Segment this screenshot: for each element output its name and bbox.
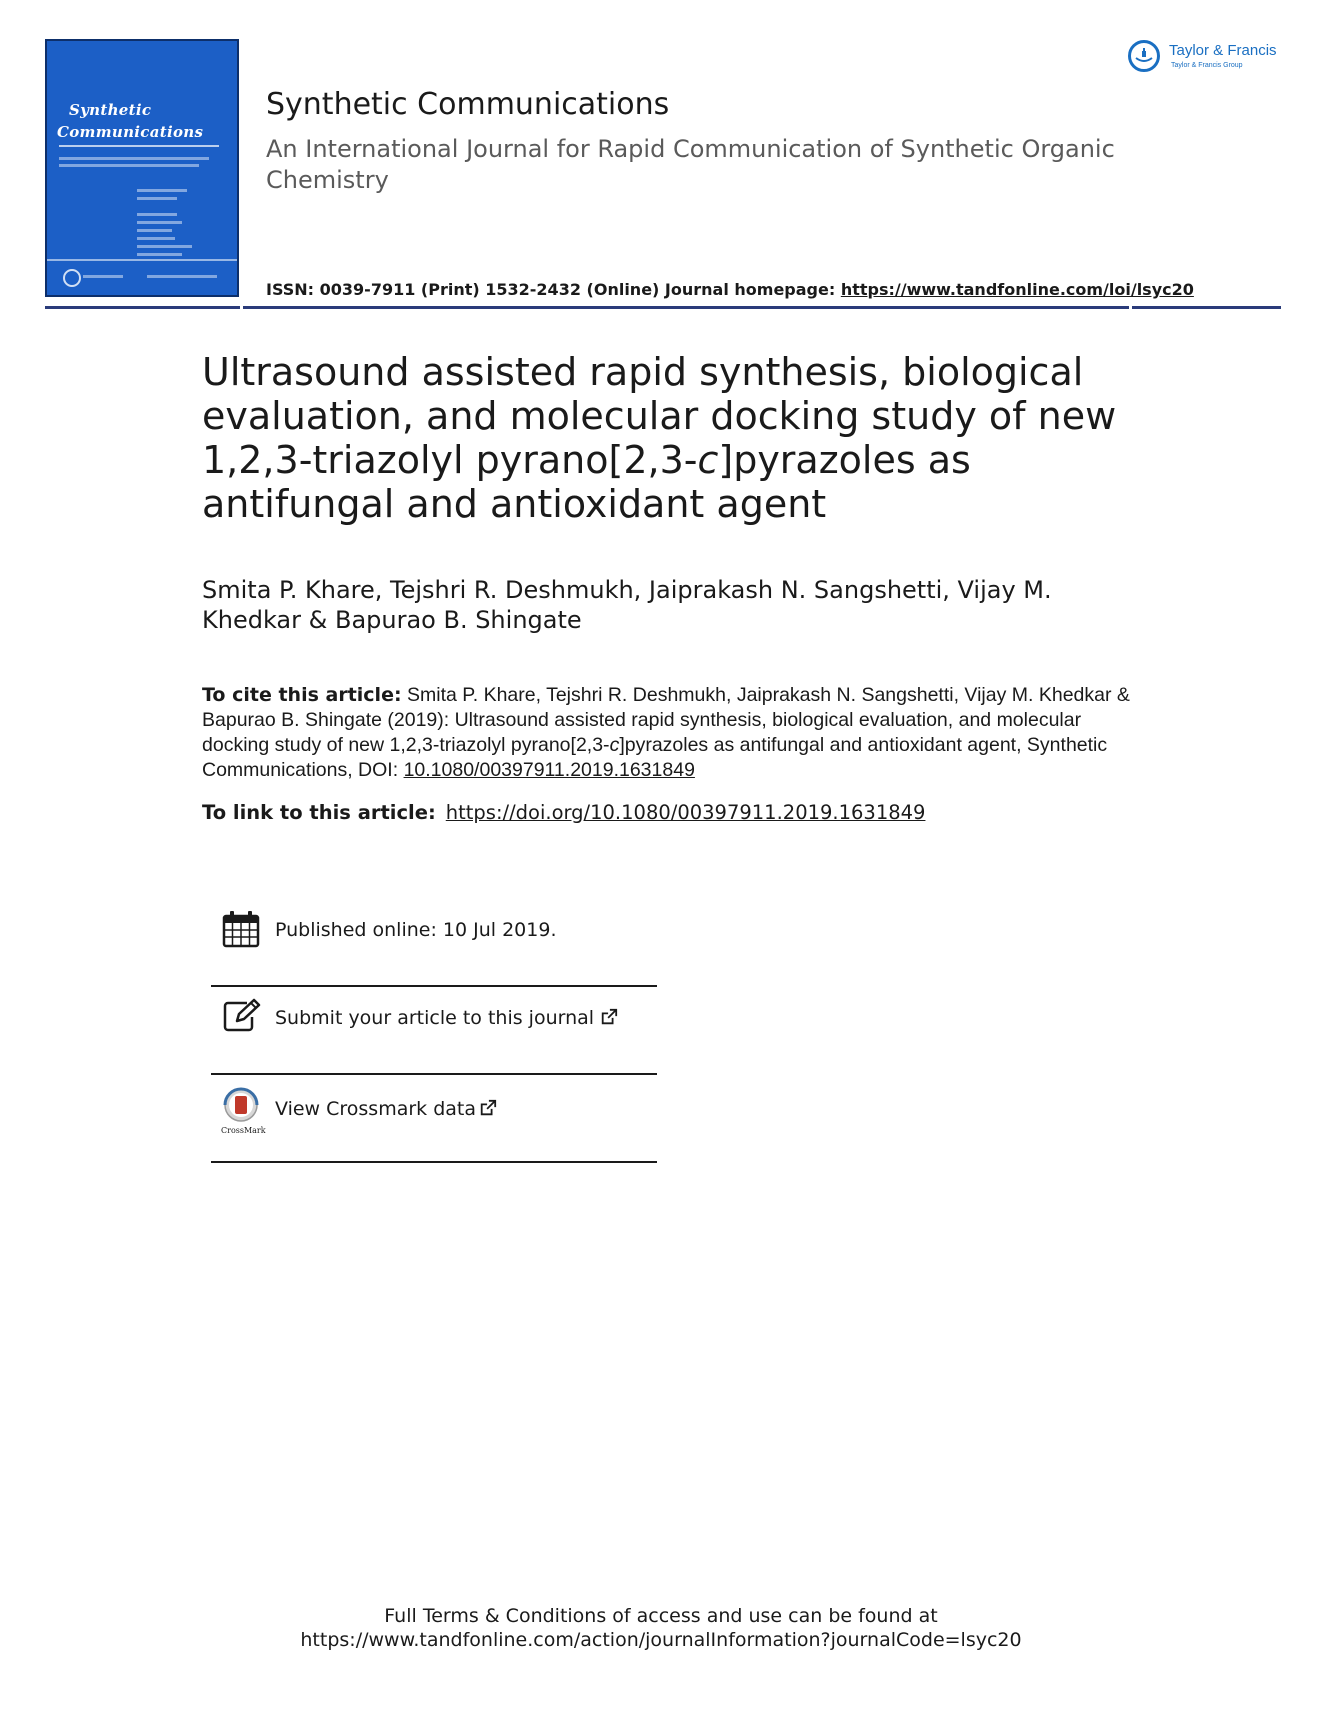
published-online-item [211,899,657,987]
cover-text-line [137,189,187,192]
header-rule-gap [240,306,243,309]
calendar-icon [221,909,261,949]
header-rule-gap [1129,306,1132,309]
publisher-group: Taylor & Francis Group [1171,62,1243,69]
crossmark-text: View Crossmark data [275,1098,477,1120]
edit-icon [221,997,261,1037]
issn-text: ISSN: 0039-7911 (Print) 1532-2432 (Online) Journal homepage: [266,280,841,299]
citation-block [202,683,1132,783]
crossmark-item[interactable] [211,1075,657,1163]
citation-text: Smita P. Khare, Tejshri R. Deshmukh, Jaiprakash N. Sangshetti, Vijay M. Khedkar & Bapurao B. Shingate (2019): Ultrasound assisted rapid synthesis, biological evaluation, and molecular docking study of new 1,2,3-triazolyl pyrano[2,3- [202,684,1130,756]
cover-text-line [137,253,182,256]
citation-text: ]pyrazoles as antifungal and antioxidant agent, Synthetic Communications, DOI: [202,734,1108,781]
citation-label: To cite this article: [202,684,402,706]
cover-text-line [147,275,217,278]
publisher-name: Taylor & Francis [1169,42,1277,59]
article-authors: Smita P. Khare, Tejshri R. Deshmukh, Jaiprakash N. Sangshetti, Vijay M. Khedkar & Bapurao B. Shingate [202,576,1052,634]
article-title-italic: c [697,438,719,482]
article-title-part: ]pyrazoles as antifungal and antioxidant agent [202,438,971,526]
info-divider [211,1161,657,1163]
journal-cover-image [45,39,239,297]
journal-subtitle: An International Journal for Rapid Communication of Synthetic Organic Chemistry [266,135,1115,194]
cover-text-line [137,197,177,200]
cover-title-line2: Communications [57,123,204,141]
crossmark-link[interactable] [275,1098,497,1120]
published-online-text: Published online: 10 Jul 2019. [275,919,557,941]
article-link-line [202,801,925,824]
cover-title-line1: Synthetic [69,101,152,119]
cover-text-line [137,221,182,224]
article-title [202,350,1162,526]
cover-divider [59,145,219,147]
journal-title: Synthetic Communications [266,87,670,122]
cover-text-line [137,229,172,232]
cover-publisher-logo-icon [63,269,81,287]
submit-article-item[interactable] [211,987,657,1075]
link-label: To link to this article: [202,801,436,824]
cover-text-line [137,245,192,248]
journal-homepage-link[interactable]: https://www.tandfonline.com/loi/lsyc20 [840,280,1194,299]
header-rule [45,306,1281,309]
crossmark-logo-text: CrossMark [221,1126,266,1135]
article-title-part: Ultrasound assisted rapid synthesis, biological evaluation, and molecular docking study of new 1,2,3-triazolyl pyrano[2,3- [202,350,1117,482]
cover-text-line [137,237,175,240]
cover-footer [47,259,237,295]
cover-text-line [137,213,177,216]
footer-line1: Full Terms & Conditions of access and use can be found at [384,1605,938,1627]
external-link-icon [479,1099,497,1117]
terms-footer [0,1604,1322,1652]
citation-italic: c [609,734,620,756]
footer-terms-link[interactable]: https://www.tandfonline.com/action/journalInformation?journalCode=lsyc20 [300,1629,1022,1651]
cover-text-line [59,157,209,160]
citation-doi-link[interactable]: 10.1080/00397911.2019.1631849 [403,759,695,781]
cover-text-line [59,164,199,167]
issn-line [266,280,1194,299]
publisher-logo-icon [1128,40,1160,72]
submit-article-link[interactable] [275,1007,618,1029]
submit-article-text: Submit your article to this journal [275,1007,595,1029]
external-link-icon [600,1008,618,1026]
cover-text-line [83,275,123,278]
article-doi-link[interactable]: https://doi.org/10.1080/00397911.2019.1631849 [445,801,926,824]
publisher-logo [1128,40,1288,76]
